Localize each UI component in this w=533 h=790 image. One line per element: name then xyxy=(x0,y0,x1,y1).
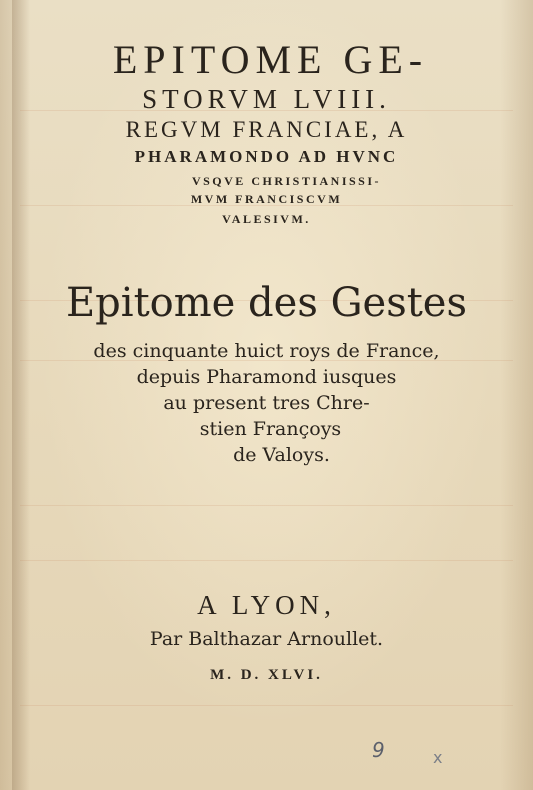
french-title-line: des cinquante huict roys de France, xyxy=(93,340,440,362)
imprint-place: A LYON, xyxy=(197,590,336,620)
latin-title-line: MVM FRANCISCVM xyxy=(190,192,343,206)
latin-title-line: VALESIVM. xyxy=(222,212,311,226)
paper-ruling xyxy=(20,705,513,706)
imprint-printer: Par Balthazar Arnoullet. xyxy=(149,628,384,650)
handwritten-shelf-number: 9 xyxy=(372,738,385,762)
paper-ruling xyxy=(20,560,513,561)
paper-ruling xyxy=(20,505,513,506)
french-title-heading: Epitome des Gestes xyxy=(65,280,467,326)
french-title-line: de Valoys. xyxy=(233,444,330,466)
latin-title-line: PHARAMONDO AD HVNC xyxy=(134,147,399,166)
latin-title-line: STORVM LVIII. xyxy=(142,84,391,114)
handwritten-mark: x xyxy=(433,748,443,767)
imprint-year: M. D. XLVI. xyxy=(210,667,323,683)
french-title-line: depuis Pharamond iusques xyxy=(136,366,397,388)
french-title-line: au present tres Chre- xyxy=(163,392,370,414)
french-title-line: stien Françoys xyxy=(199,418,342,440)
latin-title-line: EPITOME GE- xyxy=(112,37,429,82)
latin-title-line: VSQVE CHRISTIANISSI- xyxy=(191,174,382,188)
latin-title-line: REGVM FRANCIAE, A xyxy=(125,117,408,142)
